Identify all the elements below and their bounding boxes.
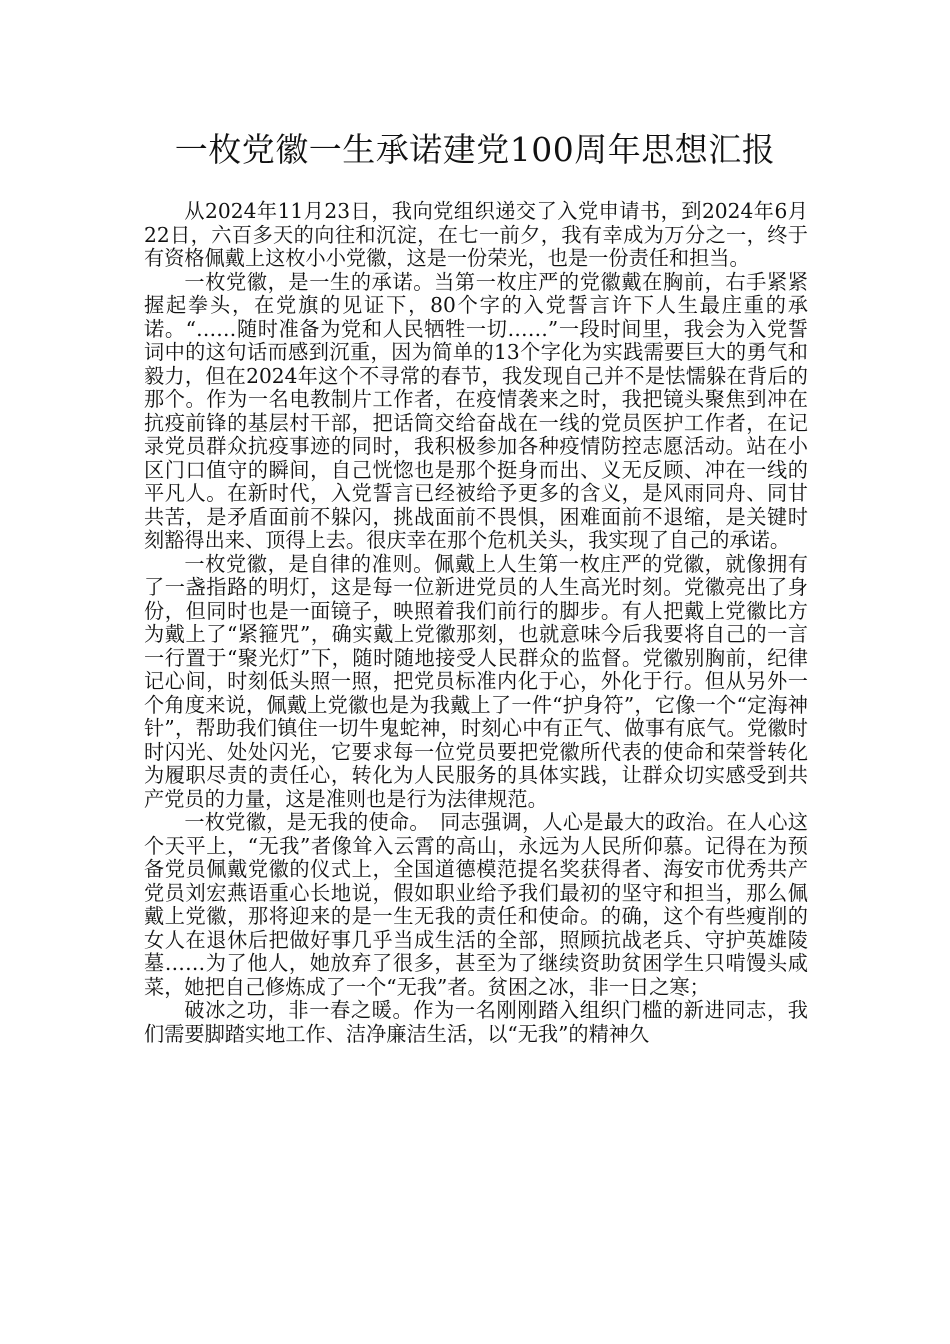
paragraph-1: 从2024年11月23日，我向党组织递交了入党申请书，到2024年6月22日，六百多天的向往和沉淀，在七一前夕，我有幸成为万分之一，终于有资格佩戴上这枚小小党徽，这是一份荣光，也是一份责任和担当。 bbox=[144, 199, 808, 270]
document-title: 一枚党徽一生承诺建党100周年思想汇报 bbox=[174, 130, 776, 169]
paragraph-4: 一枚党徽，是无我的使命。 同志强调，人心是最大的政治。在人心这个天平上，“无我”者像耸入云霄的高山，永远为人民所仰慕。记得在为预备党员佩戴党徽的仪式上，全国道德模范提名奖获得者、海安市优秀共产党员刘宏燕语重心长地说，假如职业给予我们最初的坚守和担当，那么佩戴上党徽，那将迎来的是一生无我的责任和使命。的确，这个有些瘦削的女人在退休后把做好事几乎当成生活的全部，照顾抗战老兵、守护英雄陵墓……为了他人，她放弃了很多，甚至为了继续资助贫困学生只啃馒头咸菜，她把自己修炼成了一个“无我”者。贫困之冰，非一日之寒； bbox=[144, 810, 808, 999]
document-body bbox=[144, 200, 808, 1046]
paragraph-3: 一枚党徽，是自律的准则。佩戴上人生第一枚庄严的党徽，就像拥有了一盏指路的明灯，这是每一位新进党员的人生高光时刻。党徽亮出了身份，但同时也是一面镜子，映照着我们前行的脚步。有人把戴上党徽比方为戴上了“紧箍咒”，确实戴上党徽那刻，也就意味今后我要将自己的一言一行置于“聚光灯”下，随时随地接受人民群众的监督。党徽别胸前，纪律记心间，时刻低头照一照，把党员标准内化于心，外化于行。但从另外一个角度来说，佩戴上党徽也是为我戴上了一件“护身符”，它像一个“定海神针”，帮助我们镇住一切牛鬼蛇神，时刻心中有正气、做事有底气。党徽时时闪光、处处闪光，它要求每一位党员要把党徽所代表的使命和荣誉转化为履职尽责的责任心，转化为人民服务的具体实践，让群众切实感受到共产党员的力量，这是准则也是行为法律规范。 bbox=[144, 551, 808, 811]
paragraph-5: 破冰之功，非一春之暖。作为一名刚刚踏入组织门槛的新进同志，我们需要脚踏实地工作、洁净廉洁生活，以“无我”的精神久 bbox=[144, 998, 808, 1046]
paragraph-2: 一枚党徽，是一生的承诺。当第一枚庄严的党徽戴在胸前，右手紧紧握起拳头，在党旗的见证下，80个字的入党誓言许下人生最庄重的承诺。“……随时准备为党和人民牺牲一切……”一段时间里，我会为入党誓词中的这句话而感到沉重，因为简单的13个字化为实践需要巨大的勇气和毅力，但在2024年这个不寻常的春节，我发现自己并不是怯懦躲在背后的那个。作为一名电教制片工作者，在疫情袭来之时，我把镜头聚焦到冲在抗疫前锋的基层村干部，把话筒交给奋战在一线的党员医护工作者，在记录党员群众抗疫事迹的同时，我积极参加各种疫情防控志愿活动。站在小区门口值守的瞬间，自己恍惚也是那个挺身而出、义无反顾、冲在一线的平凡人。在新时代，入党誓言已经被给予更多的含义，是风雨同舟、同甘共苦，是矛盾面前不躲闪，挑战面前不畏惧，困难面前不退缩，是关键时刻豁得出来、顶得上去。很庆幸在那个危机关头，我实现了自己的承诺。 bbox=[144, 269, 808, 552]
